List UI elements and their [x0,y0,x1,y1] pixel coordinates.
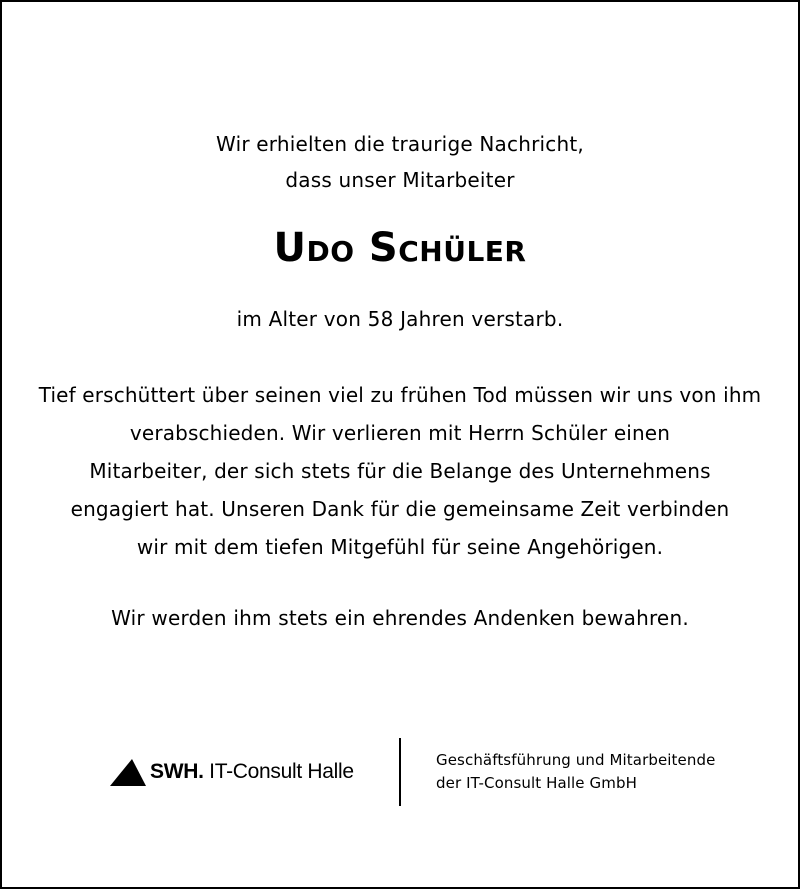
logo-wordmark [150,760,354,784]
body-line-1: Tief erschüttert über seinen viel zu frühen Tod müssen wir uns von ihm [38,383,762,407]
company-logo [110,754,354,790]
signature-line-1: Geschäftsführung und Mitarbeitende [436,751,716,769]
intro-line-2: dass unser Mitarbeiter [285,168,515,192]
deceased-name: Udo Schüler [273,225,527,271]
age-line: im Alter von 58 Jahren verstarb. [236,307,564,331]
intro-text [0,126,800,198]
body-line-3: Mitarbeiter, der sich stets für die Belange des Unternehmens [89,459,711,483]
logo-company-text: IT-Consult Halle [203,760,354,783]
intro-line-1: Wir erhielten die traurige Nachricht, [216,132,584,156]
footer-divider [399,738,401,806]
closing-line: Wir werden ihm stets ein ehrendes Andenken bewahren. [111,606,689,630]
body-line-4: engagiert hat. Unseren Dank für die gemeinsame Zeit verbinden [70,497,730,521]
signature-block [436,749,715,795]
body-line-2: verabschieden. Wir verlieren mit Herrn Schüler einen [129,421,671,445]
triangle-logo-icon [110,758,146,786]
logo-bold-text: SWH. [150,760,204,783]
body-line-5: wir mit dem tiefen Mitgefühl für seine Angehörigen. [136,535,664,559]
condolence-text [0,376,800,566]
signature-line-2: der IT-Consult Halle GmbH [436,774,637,792]
